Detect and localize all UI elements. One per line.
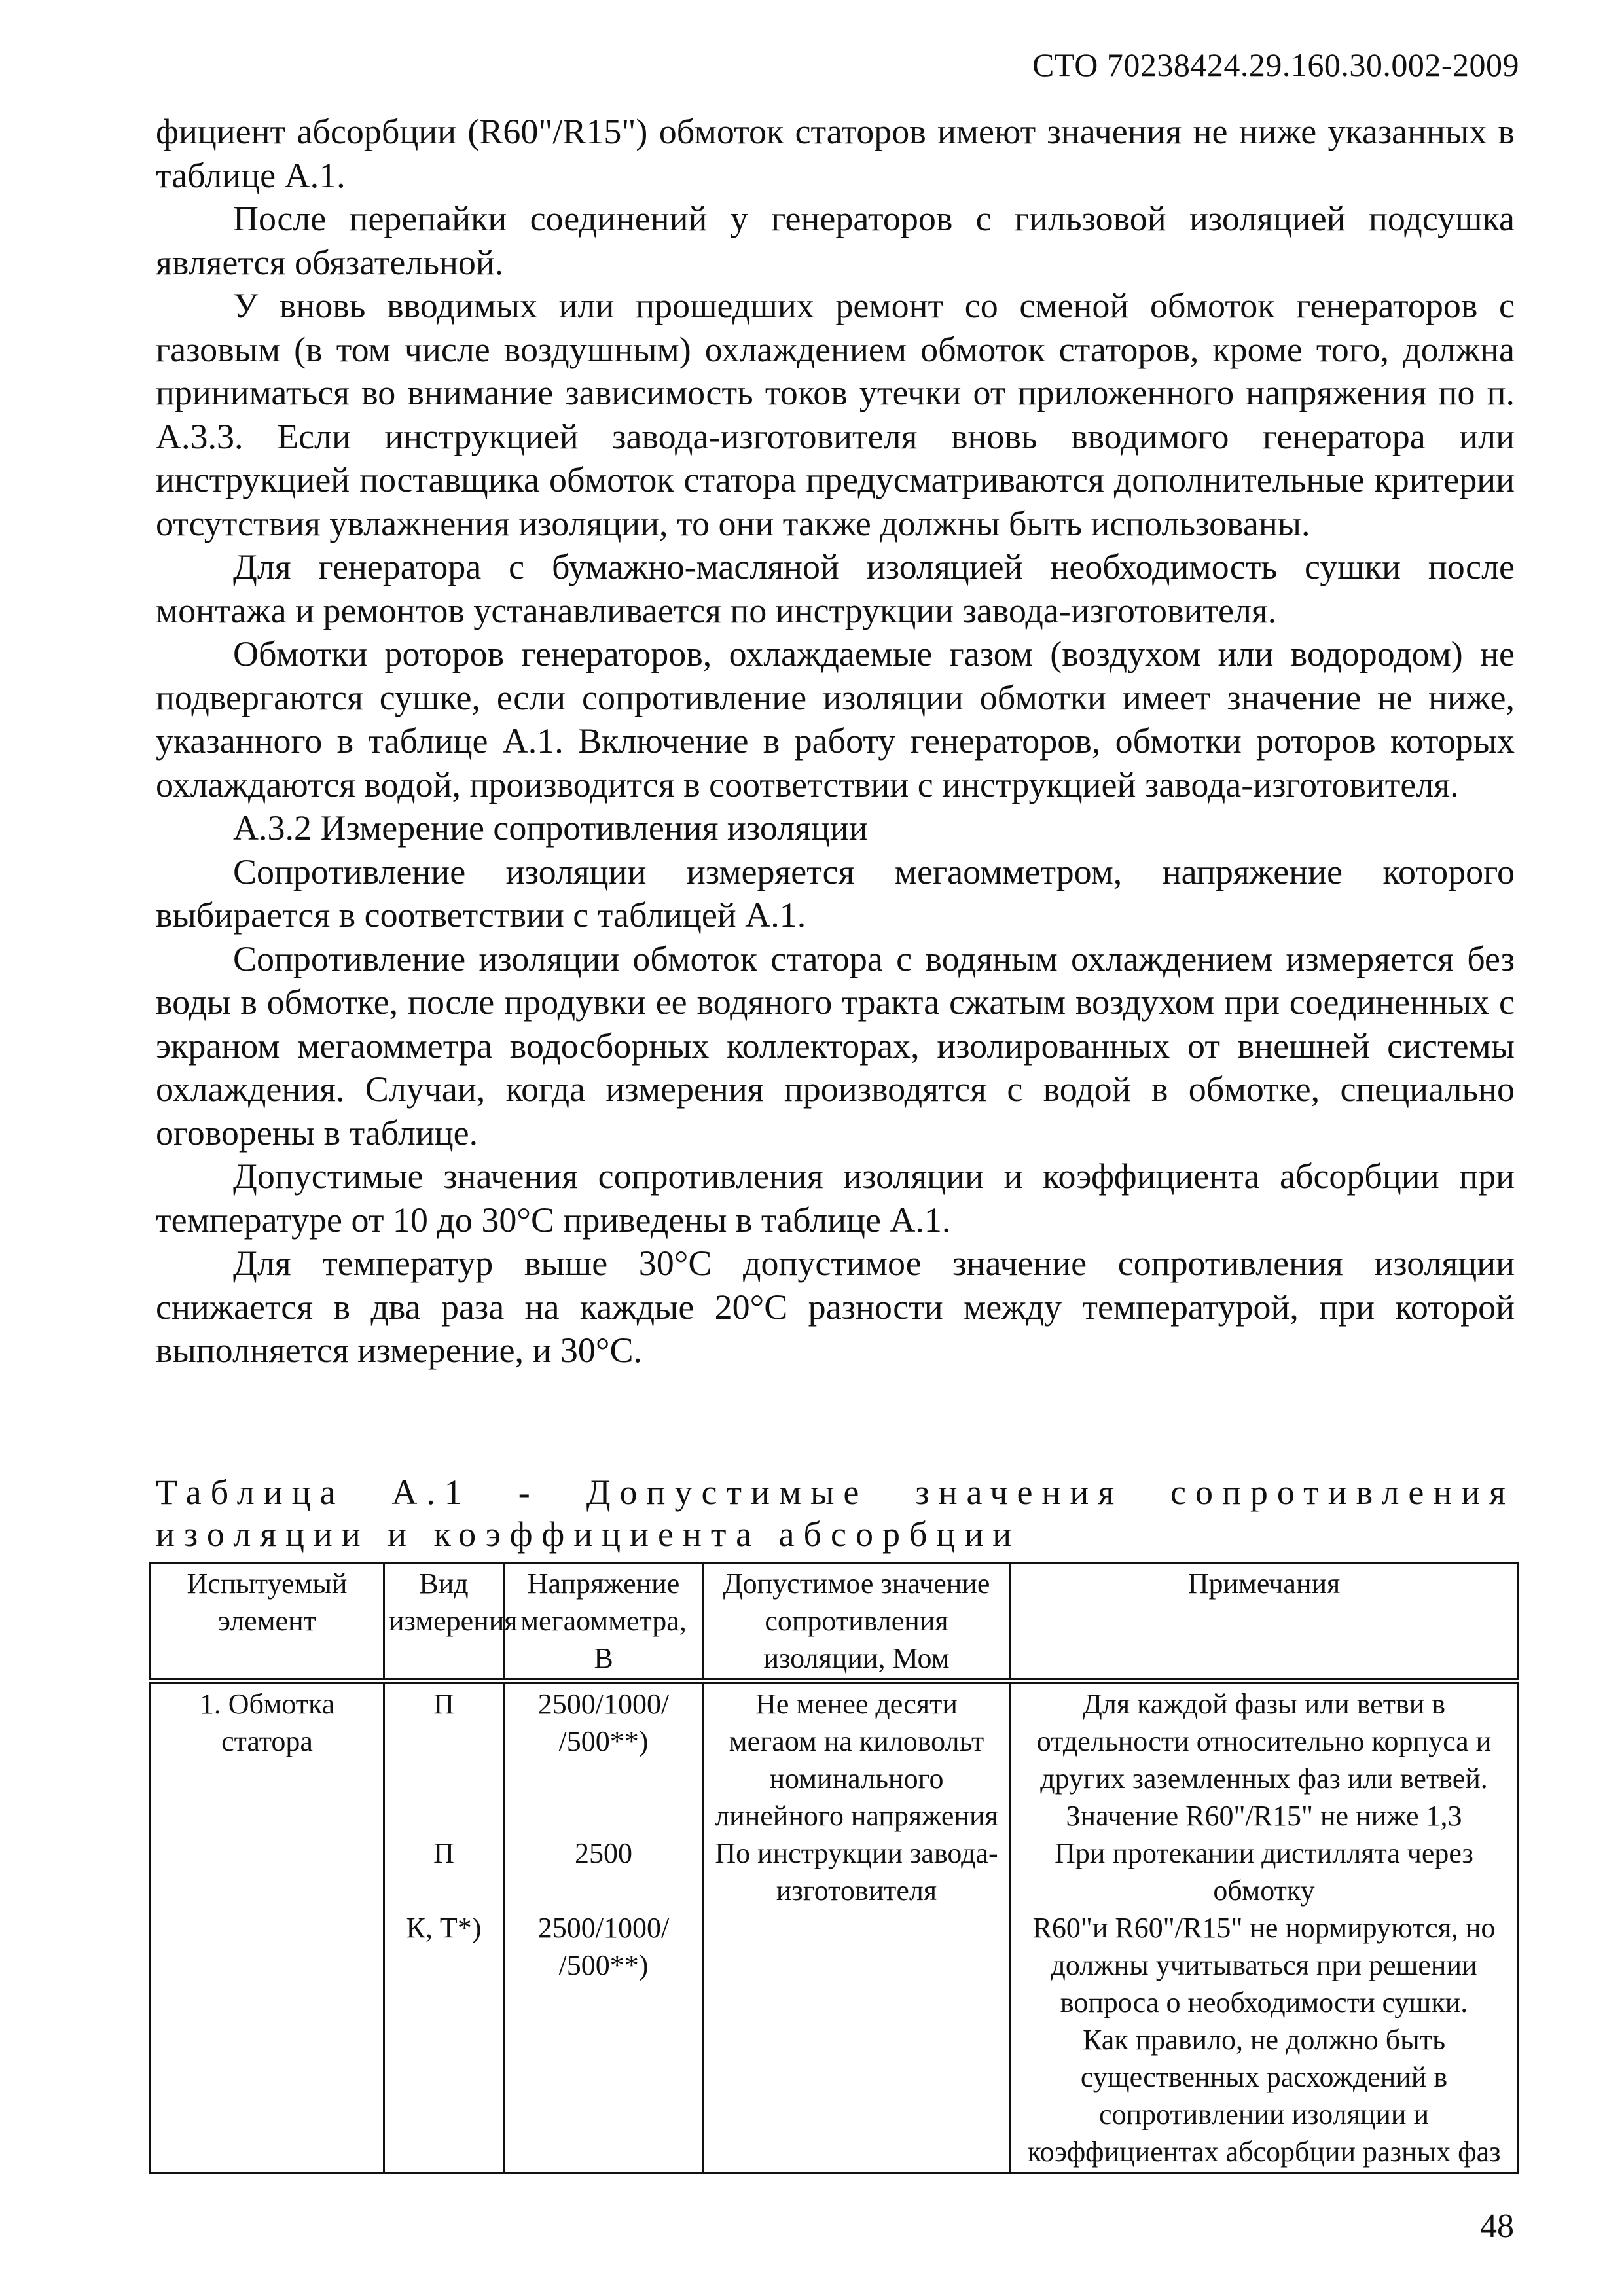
paragraph: фициент абсорбции (R60"/R15") обмоток статоров имеют значения не ниже указанных в таблице А.1. — [156, 112, 1515, 195]
header-measurement-type: Вид измерения — [384, 1563, 504, 1681]
note-text: R60"и R60"/R15" не нормируются, но должны учитываться при решении вопроса о необходимости сушки. — [1032, 1912, 1496, 2018]
table-row — [151, 1681, 1519, 2173]
paragraph: Допустимые значения сопротивления изоляции и коэффициента абсорбции при температуре от 10 до 30°С приведены в таблице А.1. — [156, 1157, 1515, 1240]
cell-types — [384, 1681, 504, 2173]
paragraph: Обмотки роторов генераторов, охлаждаемые газом (воздухом или водородом) не подвергаются сушке, если сопротивление изоляции обмотки имеет значение не ниже, указанного в таблице А.1. Включение в работу генераторов, обмотки роторов которых охлаждаются водой, производится в соответствии с инструкцией завода-изготовителя. — [156, 634, 1515, 804]
spacer — [389, 1872, 499, 1909]
cell-allowed-values — [704, 1681, 1010, 2173]
spacer — [509, 1760, 698, 1835]
voltage-value: 2500/1000/ /500**) — [537, 1912, 670, 1981]
table-caption: Таблица А.1 - Допустимые значения сопротивления изоляции и коэффициента абсорбции — [156, 1473, 1515, 1554]
paragraph: После перепайки соединений у генераторов с гильзовой изоляцией подсушка является обязательной. — [156, 199, 1515, 282]
type-value: П — [433, 1837, 454, 1869]
page-number: 48 — [1480, 2208, 1514, 2245]
cell-voltages — [504, 1681, 704, 2173]
note-text: Как правило, не должно быть существенных расхождений в сопротивлении изоляции и коэффициентах абсорбции разных фаз — [1027, 2024, 1501, 2168]
paragraph: Для генератора с бумажно-масляной изоляцией необходимость сушки после монтажа и ремонтов устанавливается по инструкции завода-изготовителя. — [156, 547, 1515, 630]
type-value: К, Т*) — [406, 1912, 482, 1944]
paragraph: Сопротивление изоляции обмоток статора с водяным охлаждением измеряется без воды в обмотке, после продувки ее водяного тракта сжатым воздухом при соединенных с экраном мегаомметра водосборных коллекторах, изолированных от внешней системы охлаждения. Случаи, когда измерения производятся с водой в обмотке, специально оговорены в таблице. — [156, 939, 1515, 1153]
element-name: 1. Обмотка статора — [199, 1688, 335, 1757]
section-heading: А.3.2 Измерение сопротивления изоляции — [233, 808, 868, 848]
spacer — [509, 1872, 698, 1909]
allowed-value: По инструкции завода-изготовителя — [715, 1837, 998, 1907]
voltage-value: 2500 — [575, 1837, 632, 1869]
header-element: Испытуемый элемент — [151, 1563, 384, 1681]
paragraph: У вновь вводимых или прошедших ремонт со сменой обмоток генераторов с газовым (в том числе воздушным) охлаждением обмоток статоров, кроме того, должна приниматься во внимание зависимость токов утечки от приложенного напряжения по п. А.3.3. Если инструкцией завода-изготовителя вновь вводимого генератора или инструкцией поставщика обмоток статора предусматриваются дополнительные критерии отсутствия увлажнения изоляции, то они также должны быть использованы. — [156, 286, 1515, 543]
note-text: Для каждой фазы или ветви в отдельности относительно корпуса и других заземленных фаз или ветвей. Значение R60"/R15" не ниже 1,3 — [1036, 1688, 1492, 1832]
type-value: П — [433, 1688, 454, 1720]
allowed-value: Не менее десяти мегаом на киловольт номинального линейного напряжения — [715, 1688, 998, 1832]
cell-notes — [1010, 1681, 1519, 2173]
standard-code-header: СТО 70238424.29.160.30.002-2009 — [1032, 46, 1519, 83]
paragraph: Сопротивление изоляции измеряется мегаомметром, напряжение которого выбирается в соответствии с таблицей А.1. — [156, 852, 1515, 935]
header-allowed-value: Допустимое значение сопротивления изоляции, Мом — [704, 1563, 1010, 1681]
spacer — [389, 1723, 499, 1835]
header-notes: Примечания — [1010, 1563, 1519, 1681]
cell-element — [151, 1681, 384, 2173]
insulation-table — [149, 1562, 1519, 2174]
voltage-value: 2500/1000/ /500**) — [537, 1688, 670, 1757]
paragraph: Для температур выше 30°С допустимое значение сопротивления изоляции снижается в два раза на каждые 20°С разности между температурой, при которой выполняется измерение, и 30°С. — [156, 1244, 1515, 1370]
body-text — [156, 110, 1515, 1372]
header-voltage: Напряжение мегаомметра, В — [504, 1563, 704, 1681]
table-header-row — [151, 1563, 1519, 1681]
note-text: При протекании дистиллята через обмотку — [1055, 1837, 1473, 1907]
